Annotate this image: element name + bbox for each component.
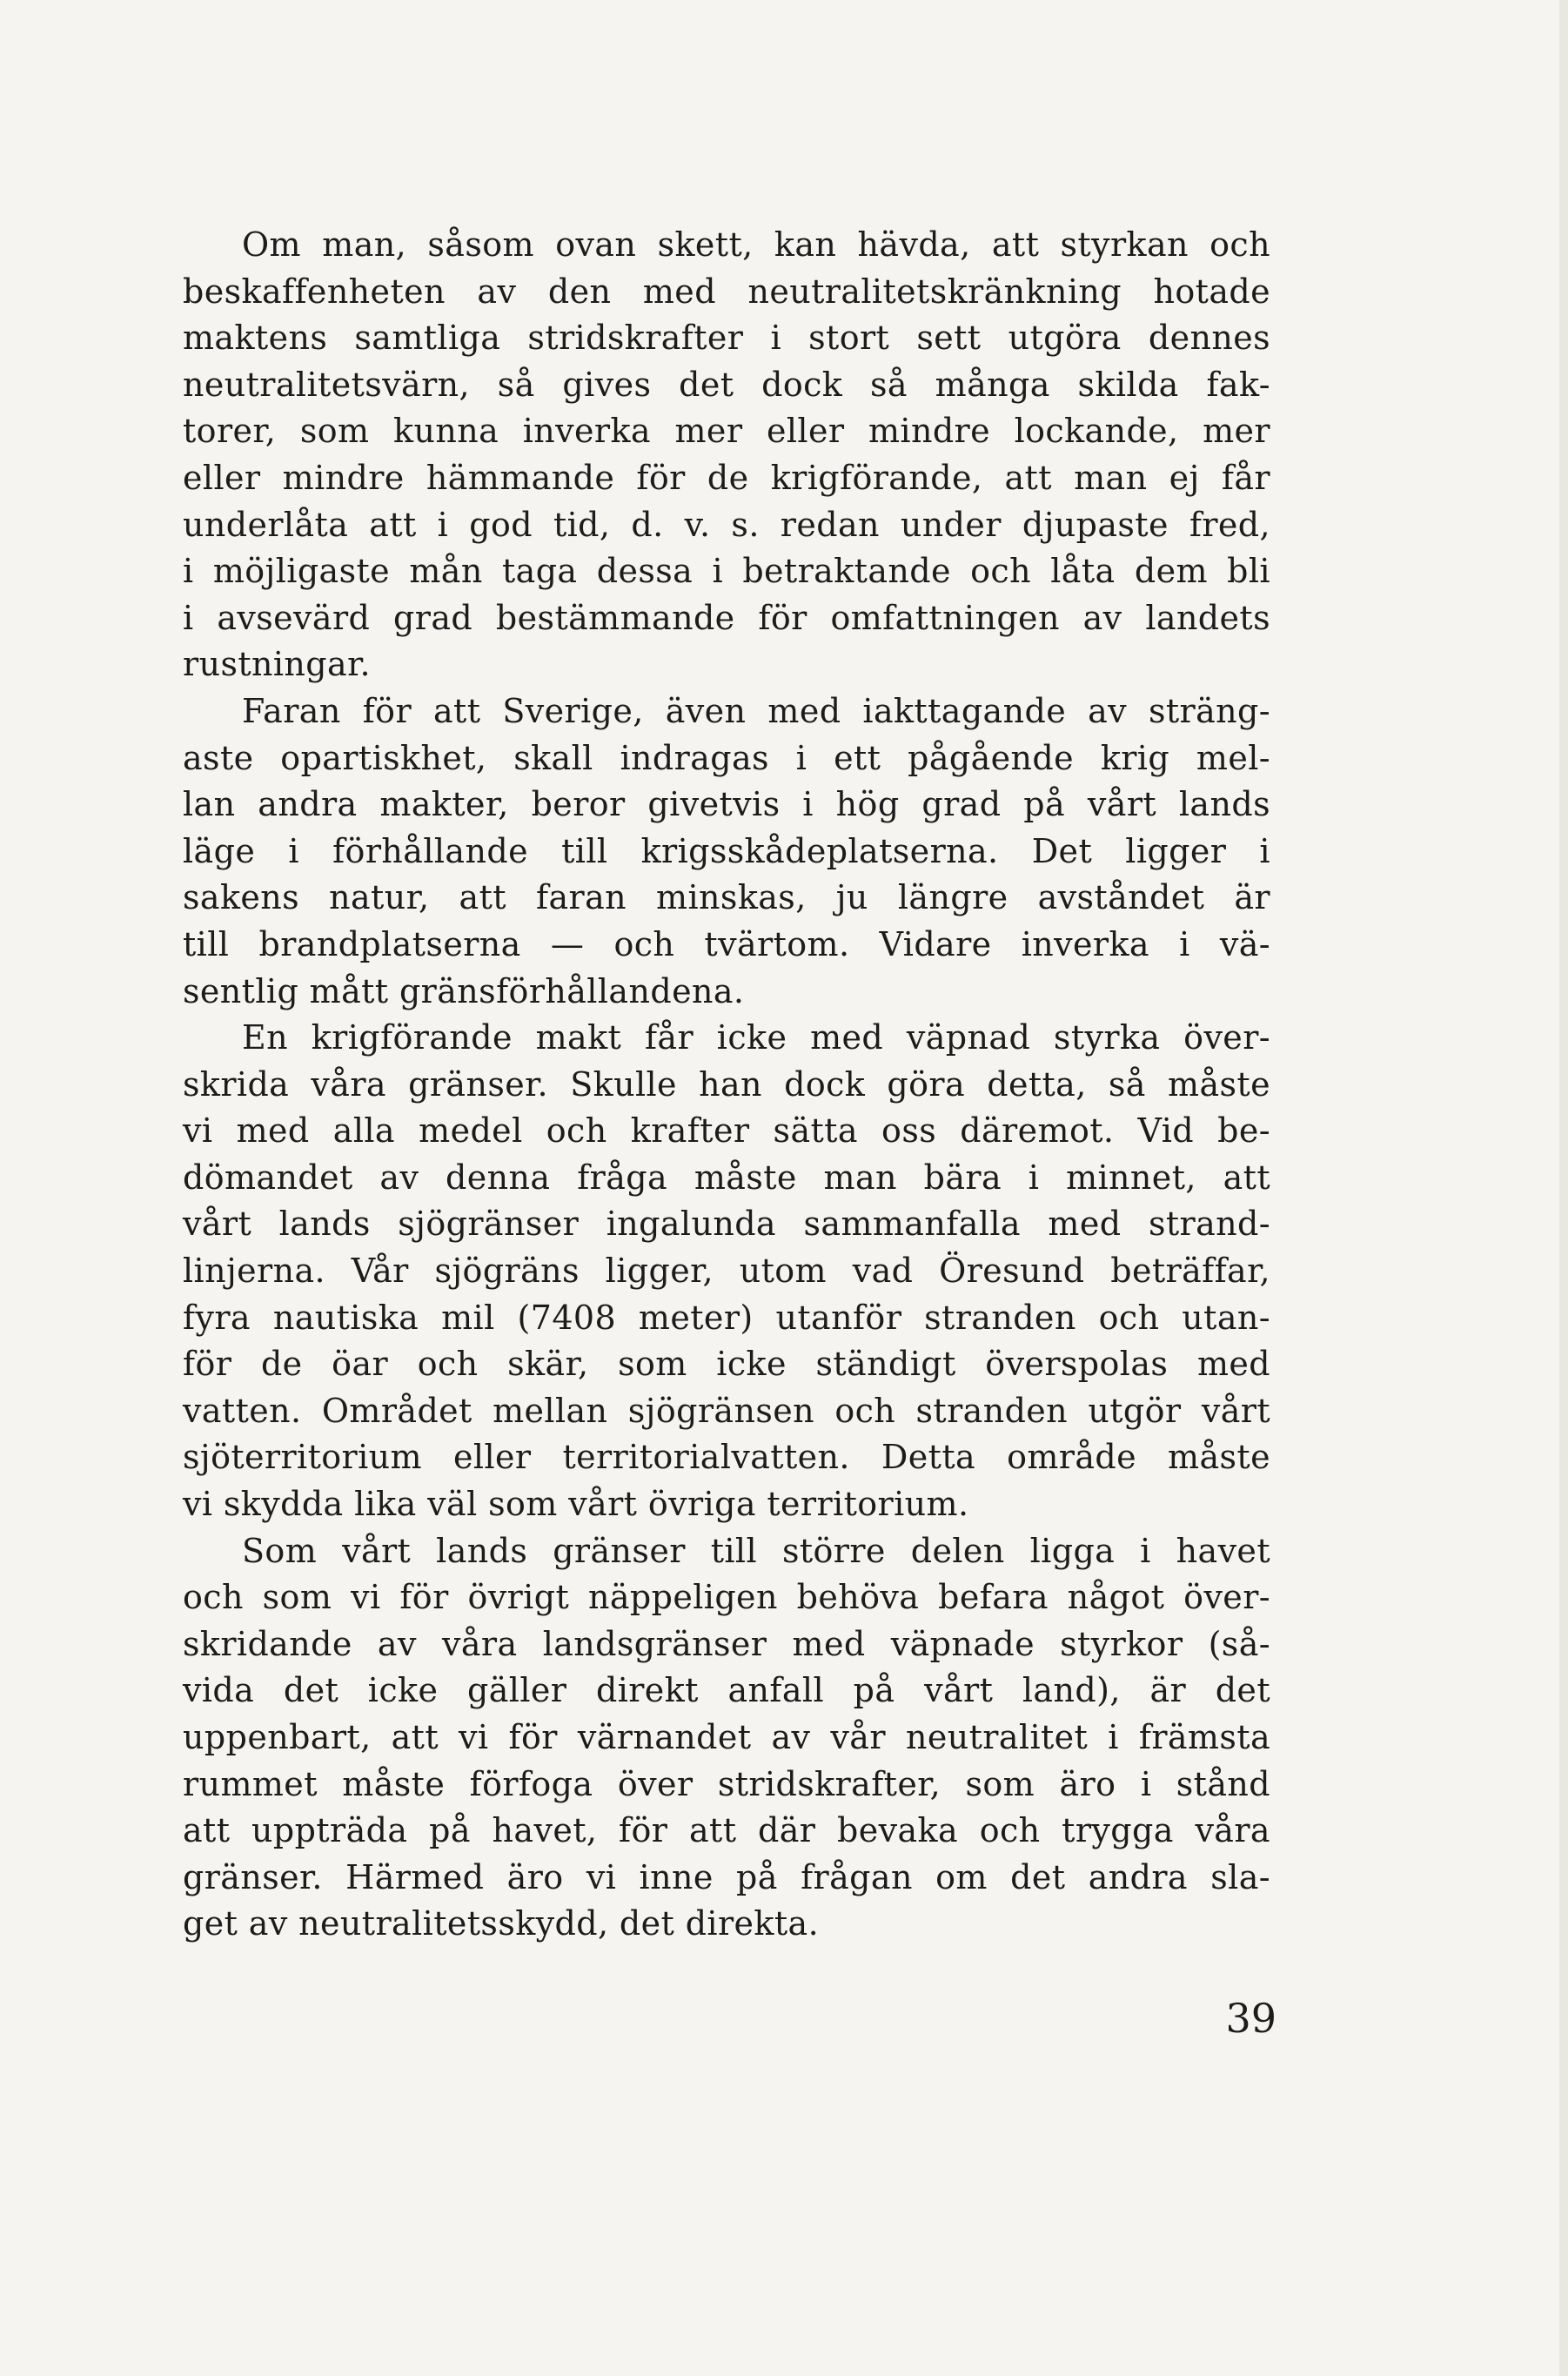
text-line: beskaffenheten av den med neutralitetskränkning hotade [183, 272, 1270, 311]
body-text [183, 222, 1270, 1948]
text-line: lan andra makter, beror givetvis i hög grad på vårt lands [183, 785, 1270, 824]
text-line: i avsevärd grad bestämmande för omfattningen av landets [183, 598, 1270, 637]
text-line: neutralitetsvärn, så gives det dock så många skilda fak- [183, 365, 1270, 404]
text-line: dömandet av denna fråga måste man bära i minnet, att [183, 1158, 1270, 1197]
text-line: eller mindre hämmande för de krigförande, att man ej får [183, 458, 1270, 497]
text-line: för de öar och skär, som icke ständigt överspolas med [183, 1345, 1270, 1384]
text-line: get av neutralitetsskydd, det direkta. [183, 1904, 820, 1943]
text-line: aste opartiskhet, skall indragas i ett pågående krig mel- [183, 738, 1270, 777]
text-line: i möjligaste mån taga dessa i betraktande och låta dem bli [183, 552, 1270, 591]
text-line: torer, som kunna inverka mer eller mindre lockande, mer [183, 412, 1270, 451]
text-line: vida det icke gäller direkt anfall på vårt land), är det [183, 1671, 1270, 1710]
text-line: uppenbart, att vi för värnandet av vår neutralitet i främsta [183, 1718, 1270, 1756]
text-line: Faran för att Sverige, även med iakttagande av sträng- [242, 691, 1270, 730]
text-line: En krigförande makt får icke med väpnad styrka över- [242, 1018, 1270, 1057]
text-line: skrida våra gränser. Skulle han dock göra detta, så måste [183, 1064, 1270, 1104]
page-number: 39 [1225, 1995, 1277, 2042]
text-line: läge i förhållande till krigsskådeplatserna. Det ligger i [183, 831, 1270, 870]
text-line: sakens natur, att faran minskas, ju längre avståndet är [183, 878, 1270, 917]
text-line: fyra nautiska mil (7408 meter) utanför stranden och utan- [183, 1298, 1270, 1337]
text-line: rustningar. [183, 645, 371, 684]
text-line: vårt lands sjögränser ingalunda sammanfalla med strand- [183, 1205, 1270, 1244]
text-line: maktens samtliga stridskrafter i stort sett utgöra dennes [183, 319, 1270, 358]
text-line: skridande av våra landsgränser med väpnade styrkor (så- [183, 1624, 1270, 1663]
text-line: vi skydda lika väl som vårt övriga territorium. [183, 1485, 969, 1524]
text-line: Om man, såsom ovan skett, kan hävda, att styrkan och [242, 225, 1270, 264]
text-line: Som vårt lands gränser till större delen ligga i havet [242, 1531, 1270, 1570]
page-edge [1559, 0, 1568, 2376]
text-line: vatten. Området mellan sjögränsen och stranden utgör vårt [183, 1391, 1270, 1430]
text-line: sjöterritorium eller territorialvatten. Detta område måste [183, 1438, 1270, 1477]
text-line: rummet måste förfoga över stridskrafter, som äro i stånd [183, 1764, 1270, 1803]
text-line: underlåta att i god tid, d. v. s. redan under djupaste fred, [183, 505, 1270, 544]
text-line: linjerna. Vår sjögräns ligger, utom vad Öresund beträffar, [183, 1252, 1270, 1291]
text-line: till brandplatserna — och tvärtom. Vidare inverka i vä- [183, 924, 1270, 963]
text-line: att uppträda på havet, för att där bevaka och trygga våra [183, 1811, 1270, 1850]
text-line: gränser. Härmed äro vi inne på frågan om det andra sla- [183, 1857, 1270, 1896]
text-line: sentlig mått gränsförhållandena. [183, 971, 745, 1010]
text-line: och som vi för övrigt näppeligen behöva befara något över- [183, 1578, 1270, 1617]
text-line: vi med alla medel och krafter sätta oss däremot. Vid be- [183, 1111, 1270, 1151]
